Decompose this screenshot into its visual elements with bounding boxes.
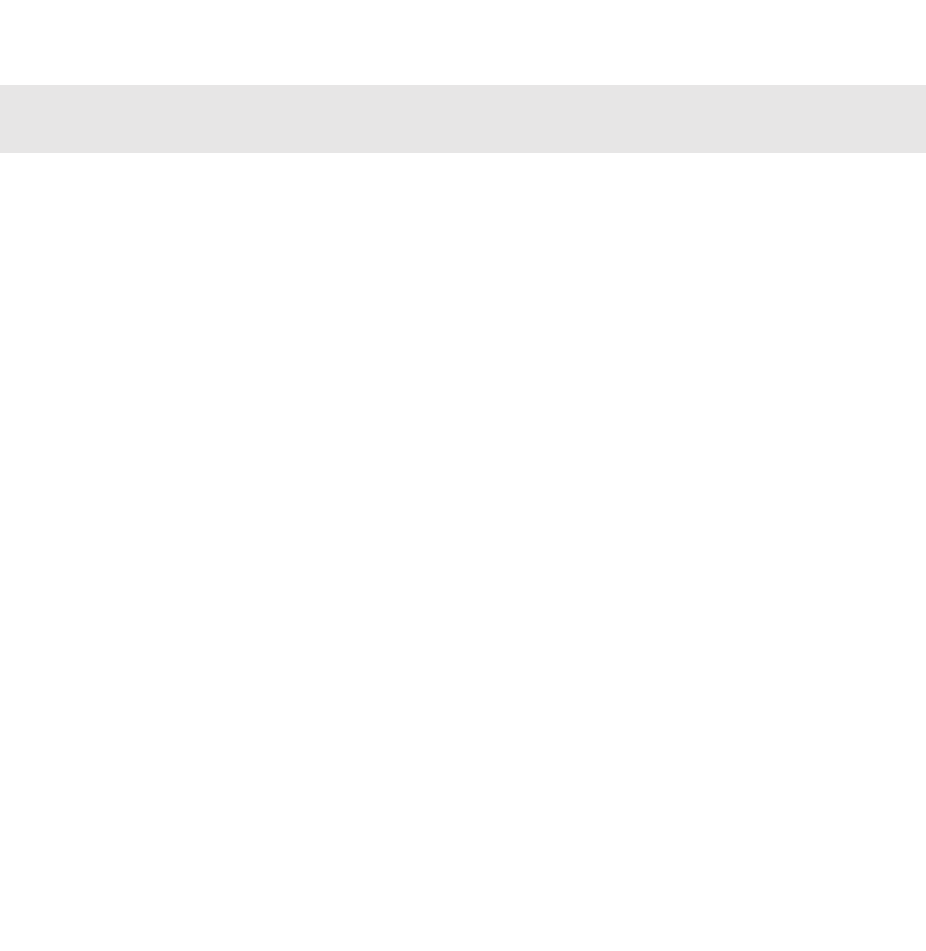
instructions-panel [0, 85, 926, 153]
